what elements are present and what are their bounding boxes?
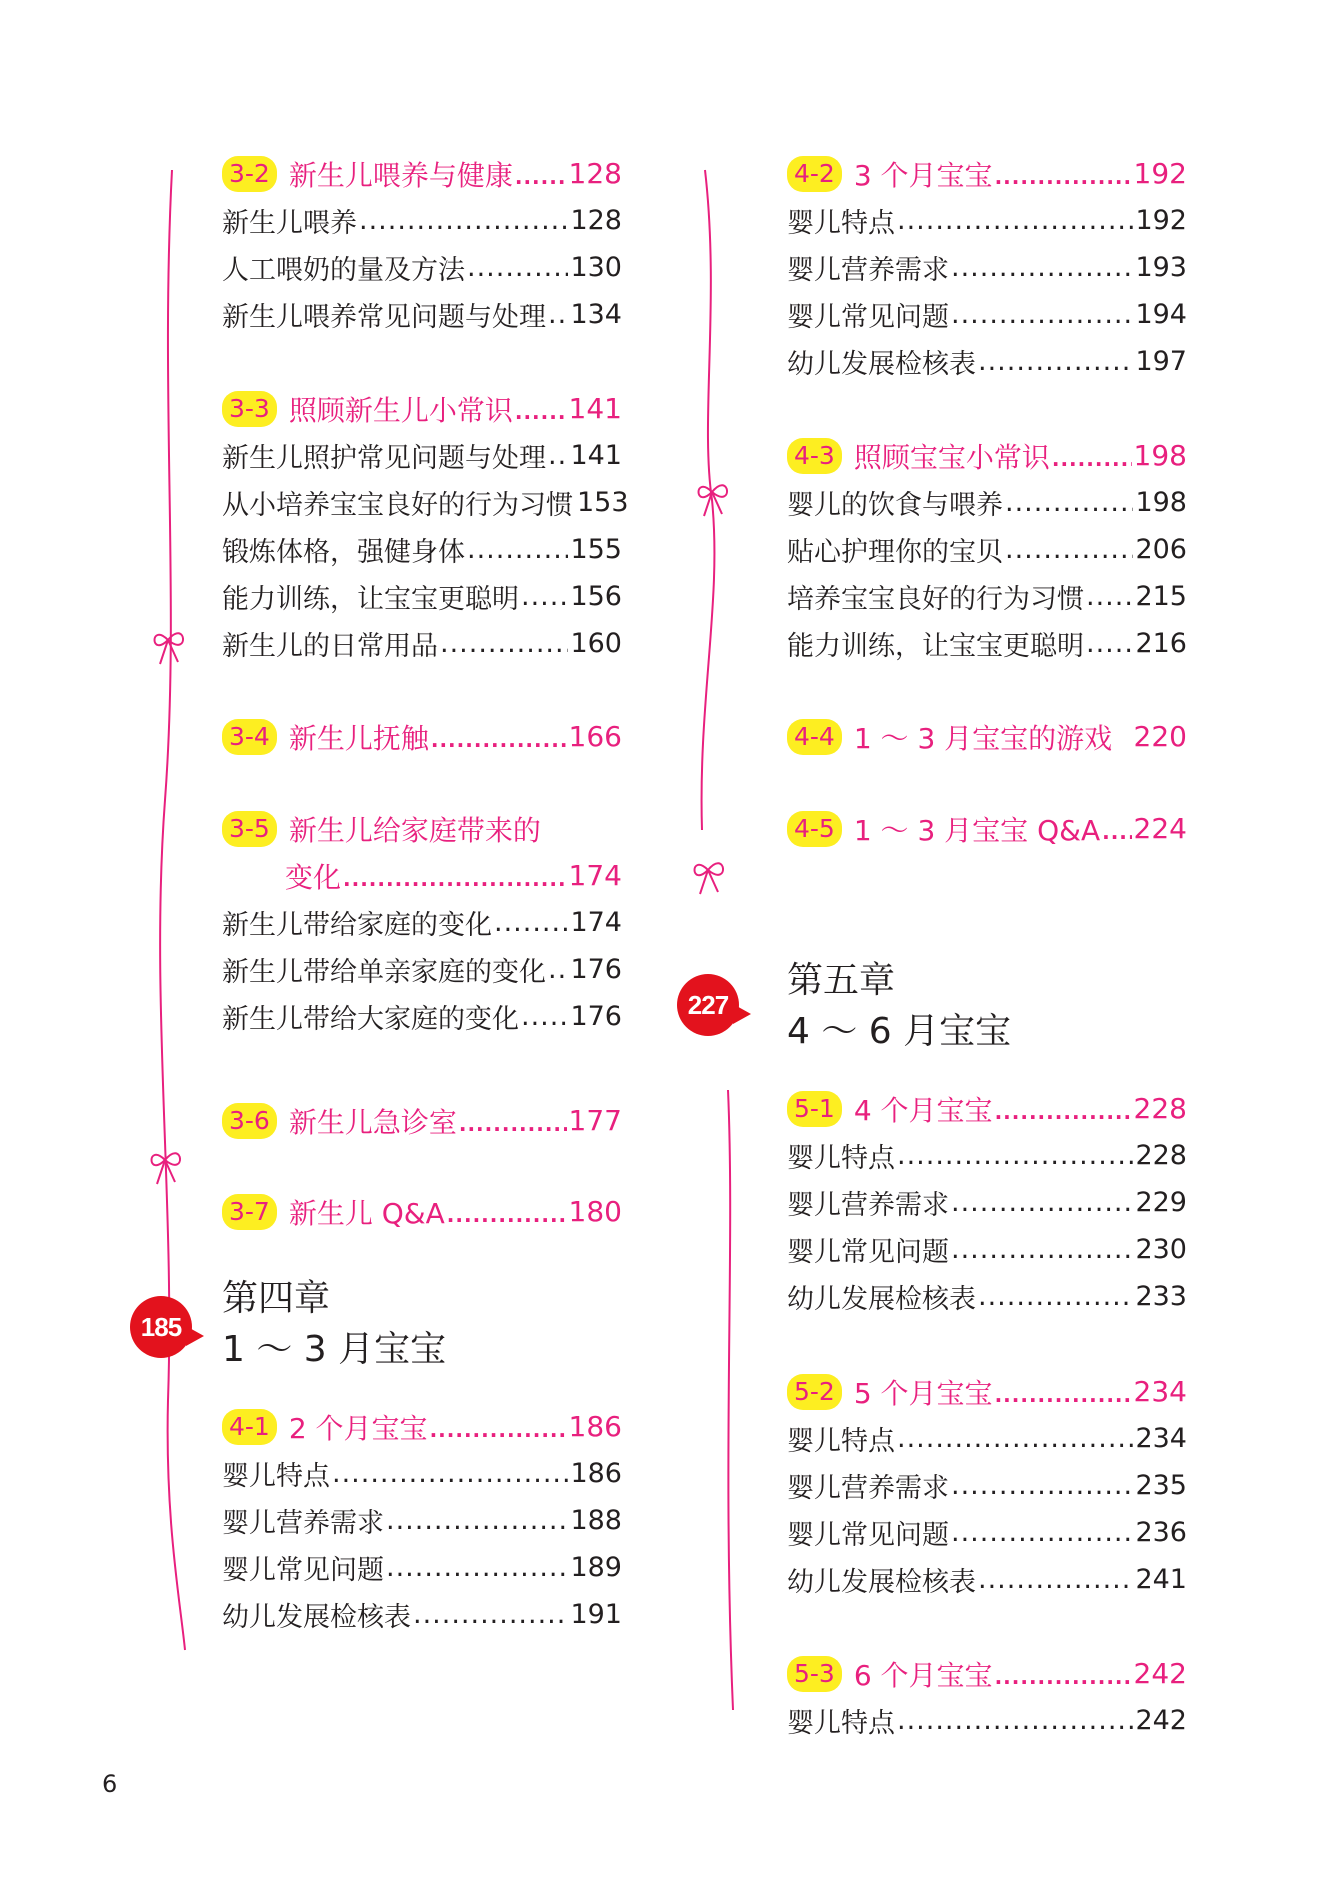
toc-item[interactable]: 婴儿营养需求 ..... 229 bbox=[787, 1179, 1187, 1226]
section-number: 3-2 bbox=[222, 156, 277, 192]
section-heading[interactable]: 4-2 3 个月宝宝 ..... 192 bbox=[787, 150, 1187, 197]
toc-item[interactable]: 婴儿常见问题 ..... 189 bbox=[222, 1544, 622, 1591]
section-heading[interactable]: 5-3 6 个月宝宝 ..... 242 bbox=[787, 1650, 1187, 1697]
section-heading[interactable]: 3-7 新生儿 Q&A ..... 180 bbox=[222, 1188, 622, 1235]
toc-item[interactable]: 幼儿发展检核表 ..... 241 bbox=[787, 1556, 1187, 1603]
chapter-page-badge: 185 bbox=[130, 1296, 192, 1358]
chapter-label: 第五章 bbox=[787, 960, 896, 1001]
toc-item[interactable]: 贴心护理你的宝贝 ..... 206 bbox=[787, 526, 1187, 573]
toc-item[interactable]: 幼儿发展检核表 ..... 233 bbox=[787, 1273, 1187, 1320]
toc-item[interactable]: 新生儿带给大家庭的变化 ..... 176 bbox=[222, 993, 622, 1040]
section-3-2 bbox=[222, 150, 622, 338]
toc-item[interactable]: 婴儿的饮食与喂养 ..... 198 bbox=[787, 479, 1187, 526]
section-heading[interactable]: 3-4 新生儿抚触 ..... 166 bbox=[222, 713, 622, 760]
section-4-5 bbox=[787, 805, 1187, 852]
toc-item[interactable]: 新生儿喂养常见问题与处理 ..... 134 bbox=[222, 291, 622, 338]
toc-item[interactable]: 新生儿喂养 ..... 128 bbox=[222, 197, 622, 244]
toc-item[interactable]: 婴儿特点 ..... 228 bbox=[787, 1132, 1187, 1179]
toc-item[interactable]: 人工喂奶的量及方法 ..... 130 bbox=[222, 244, 622, 291]
chapter-title: 4 ～ 6 月宝宝 bbox=[787, 1011, 1012, 1052]
section-heading[interactable]: 4-4 1 ～ 3 月宝宝的游戏 220 bbox=[787, 713, 1187, 760]
section-5-3 bbox=[787, 1650, 1187, 1744]
toc-item[interactable]: 婴儿特点 ..... 192 bbox=[787, 197, 1187, 244]
section-4-2 bbox=[787, 150, 1187, 385]
toc-item[interactable]: 婴儿特点 ..... 242 bbox=[787, 1697, 1187, 1744]
section-4-1 bbox=[222, 1403, 622, 1638]
section-4-4 bbox=[787, 713, 1187, 760]
toc-item[interactable]: 能力训练，让宝宝更聪明 ..... 156 bbox=[222, 573, 622, 620]
toc-item[interactable]: 从小培养宝宝良好的行为习惯 153 bbox=[222, 487, 629, 521]
chapter-4-heading[interactable] bbox=[140, 1270, 622, 1372]
section-heading[interactable]: 4-3 照顾宝宝小常识 ..... 198 bbox=[787, 432, 1187, 479]
section-5-2 bbox=[787, 1368, 1187, 1603]
section-heading[interactable]: 3-3 照顾新生儿小常识 ..... 141 bbox=[222, 385, 622, 432]
toc-item[interactable]: 婴儿常见问题 ..... 194 bbox=[787, 291, 1187, 338]
section-heading[interactable]: 4-5 1 ～ 3 月宝宝 Q&A ..... 224 bbox=[787, 805, 1187, 852]
toc-item[interactable]: 幼儿发展检核表 ..... 191 bbox=[222, 1591, 622, 1638]
section-4-3 bbox=[787, 432, 1187, 667]
toc-item[interactable]: 婴儿特点 ..... 186 bbox=[222, 1450, 622, 1497]
page-number: 6 bbox=[102, 1770, 118, 1798]
section-heading[interactable]: 4-1 2 个月宝宝 ..... 186 bbox=[222, 1403, 622, 1450]
toc-item[interactable]: 婴儿营养需求 ..... 188 bbox=[222, 1497, 622, 1544]
section-heading[interactable]: 3-6 新生儿急诊室 ..... 177 bbox=[222, 1097, 622, 1144]
section-title: 新生儿喂养与健康 bbox=[288, 158, 513, 192]
toc-item[interactable]: 新生儿带给家庭的变化 ..... 174 bbox=[222, 899, 622, 946]
toc-item[interactable]: 培养宝宝良好的行为习惯 ..... 215 bbox=[787, 573, 1187, 620]
section-heading[interactable] bbox=[222, 150, 622, 197]
toc-item[interactable]: 锻炼体格，强健身体 ..... 155 bbox=[222, 526, 622, 573]
chapter-title: 1 ～ 3 月宝宝 bbox=[222, 1329, 447, 1370]
toc-item[interactable]: 婴儿营养需求 ..... 193 bbox=[787, 244, 1187, 291]
section-heading[interactable]: 5-1 4 个月宝宝 ..... 228 bbox=[787, 1085, 1187, 1132]
section-3-5 bbox=[222, 805, 622, 1040]
toc-item[interactable]: 新生儿带给单亲家庭的变化 ..... 176 bbox=[222, 946, 622, 993]
toc-item[interactable]: 能力训练，让宝宝更聪明 ..... 216 bbox=[787, 620, 1187, 667]
section-heading-cont[interactable]: 变化 ..... 174 bbox=[222, 852, 622, 899]
section-heading[interactable]: 3-5 新生儿给家庭带来的 bbox=[222, 805, 622, 852]
toc-item[interactable]: 婴儿营养需求 ..... 235 bbox=[787, 1462, 1187, 1509]
toc-item[interactable]: 婴儿常见问题 ..... 230 bbox=[787, 1226, 1187, 1273]
toc-item[interactable]: 幼儿发展检核表 ..... 197 bbox=[787, 338, 1187, 385]
toc-item[interactable]: 婴儿常见问题 ..... 236 bbox=[787, 1509, 1187, 1556]
section-5-1 bbox=[787, 1085, 1187, 1320]
toc-item[interactable]: 新生儿的日常用品 ..... 160 bbox=[222, 620, 622, 667]
section-3-6 bbox=[222, 1097, 622, 1144]
section-3-7 bbox=[222, 1188, 622, 1235]
chapter-label: 第四章 bbox=[222, 1278, 331, 1319]
toc-item[interactable]: 婴儿特点 ..... 234 bbox=[787, 1415, 1187, 1462]
section-heading[interactable]: 5-2 5 个月宝宝 ..... 234 bbox=[787, 1368, 1187, 1415]
section-3-3 bbox=[222, 385, 629, 667]
page-ref: 128 bbox=[568, 157, 622, 190]
section-3-4 bbox=[222, 713, 622, 760]
chapter-page-badge: 227 bbox=[677, 974, 739, 1036]
toc-item[interactable]: 新生儿照护常见问题与处理 ..... 141 bbox=[222, 432, 622, 479]
chapter-5-heading[interactable] bbox=[687, 952, 1187, 1054]
